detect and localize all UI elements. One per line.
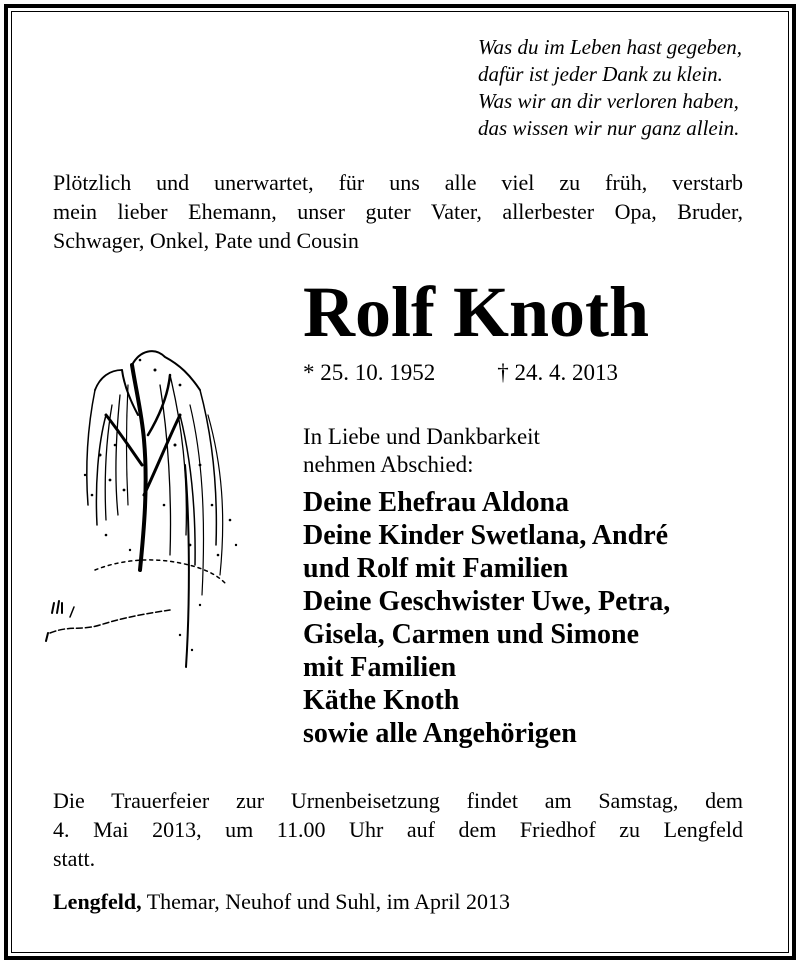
mourners-list bbox=[303, 486, 670, 750]
funeral-line: Die Trauerfeier zur Urnenbeisetzung findet am Samstag, dem bbox=[53, 788, 743, 813]
closing-place: Lengfeld, bbox=[53, 889, 142, 914]
life-dates bbox=[303, 358, 618, 388]
poem-line: das wissen wir nur ganz allein. bbox=[477, 116, 740, 140]
poem-line: Was du im Leben hast gegeben, bbox=[477, 35, 742, 59]
closing-line bbox=[53, 887, 510, 916]
farewell-line: nehmen Abschied: bbox=[303, 452, 474, 477]
death-date: † 24. 4. 2013 bbox=[497, 360, 618, 385]
mourner-line: Deine Geschwister Uwe, Petra, bbox=[303, 586, 671, 617]
mourner-line: und Rolf mit Familien bbox=[303, 553, 569, 584]
funeral-line: statt. bbox=[53, 846, 96, 871]
deceased-name: Rolf Knoth bbox=[303, 272, 650, 352]
farewell-intro bbox=[303, 423, 540, 479]
mourner-line: Deine Ehefrau Aldona bbox=[303, 487, 570, 518]
mourner-line: Deine Kinder Swetlana, André bbox=[303, 520, 669, 551]
farewell-line: In Liebe und Dankbarkeit bbox=[303, 424, 540, 449]
closing-rest: Themar, Neuhof und Suhl, im April 2013 bbox=[141, 889, 511, 914]
poem-line: Was wir an dir verloren haben, bbox=[477, 89, 739, 113]
intro-line: mein lieber Ehemann, unser guter Vater, allerbester Opa, Bruder, bbox=[53, 199, 743, 224]
poem bbox=[478, 34, 742, 142]
funeral-notice bbox=[53, 786, 743, 873]
mourner-line: sowie alle Angehörigen bbox=[303, 718, 577, 749]
poem-line: dafür ist jeder Dank zu klein. bbox=[477, 62, 723, 86]
mourner-line: mit Familien bbox=[303, 652, 457, 683]
funeral-line: 4. Mai 2013, um 11.00 Uhr auf dem Friedhof zu Lengfeld bbox=[53, 817, 743, 842]
birth-date: * 25. 10. 1952 bbox=[303, 360, 436, 385]
intro-line: Schwager, Onkel, Pate und Cousin bbox=[53, 228, 359, 253]
weeping-willow-illustration bbox=[40, 345, 250, 675]
mourner-line: Käthe Knoth bbox=[303, 685, 460, 716]
intro-line: Plötzlich und unerwartet, für uns alle viel zu früh, verstarb bbox=[53, 170, 743, 195]
intro-text bbox=[53, 168, 743, 255]
mourner-line: Gisela, Carmen und Simone bbox=[303, 619, 640, 650]
